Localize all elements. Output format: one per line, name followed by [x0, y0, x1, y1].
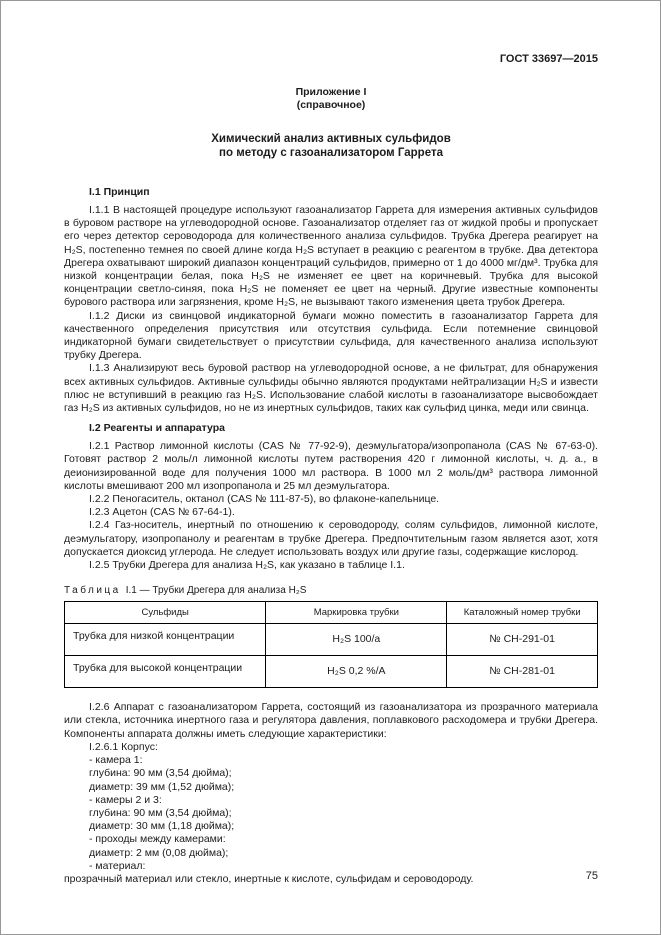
page-number: 75 [585, 870, 598, 882]
column-header-catalog: Каталожный номер трубки [447, 602, 598, 624]
paragraph-i2-2: I.2.2 Пеногаситель, октанол (CAS № 111-87-5), во флаконе-капельнице. [89, 493, 440, 506]
table-caption-text: I.1 — Трубки Дрегера для анализа H₂S [125, 585, 307, 597]
spec-line-chamber1: - камера 1: [89, 754, 143, 767]
spec-line-chambers23: - камеры 2 и 3: [89, 793, 162, 806]
spec-line-corpus: I.2.6.1 Корпус: [89, 740, 158, 753]
cell-marking: H₂S 0,2 %/A [266, 656, 447, 688]
table-row [65, 656, 598, 688]
spec-line-material: - материал: [89, 859, 146, 872]
spec-line-passages: - проходы между камерами: [89, 833, 226, 846]
cell-catalog: № CH-291-01 [447, 624, 598, 656]
paragraph-i1-2: I.1.2 Диски из свинцовой индикаторной бумаги можно поместить в газоанализатор Гаррета для качественного определения присутствия или отсутствия сульфида. Если потемнение свинцовой индикаторной бумаги свидетельствует о присутствии сульфида, для качественного анализа используют трубку Дрегера. [64, 309, 598, 362]
spec-line-diameter3: диаметр: 2 мм (0,08 дюйма); [89, 846, 229, 859]
appendix-line1: Приложение I [295, 86, 367, 98]
table-row [65, 624, 598, 656]
spec-line-diameter2: диаметр: 30 мм (1,18 дюйма); [89, 820, 235, 833]
title-line1: Химический анализ активных сульфидов [211, 133, 451, 145]
table-caption-label: Таблица [64, 585, 121, 597]
paragraph-i2-3: I.2.3 Ацетон (CAS № 67-64-1). [89, 506, 235, 519]
spec-line-diameter1: диаметр: 39 мм (1,52 дюйма); [89, 780, 235, 793]
table-caption [64, 585, 598, 597]
spec-line-depth2: глубина: 90 мм (3,54 дюйма); [89, 806, 232, 819]
appendix-heading [64, 86, 598, 112]
cell-sulfide: Трубка для низкой концентрации [65, 624, 266, 656]
paragraph-i2-4: I.2.4 Газ-носитель, инертный по отношению к сероводороду, солям сульфидов, лимонной кислоте, деэмульгатору, изопропанолу и реагентам в трубке Дрегера. Предпочтительным газом является азот, хотя допускается диоксид углерода. Не следует использовать воздух или другие газы, содержащие кислород. [64, 519, 598, 558]
paragraph-i1-1: I.1.1 В настоящей процедуре используют газоанализатор Гаррета для измерения активных сульфидов в буровом растворе на углеводородной основе. Газоанализатор отделяет газ от жидкой пробы и пропускает его через детектор сероводорода для количественного анализа сульфидов. Трубка Дрегера реагирует на H₂S, постепенно темнея по своей длине когда H₂S вступает в реакцию с реагентом в трубке. Два детектора Дрегера охватывают широкий диапазон концентраций сульфидов, примерно от 1 до 4000 мг/дм³. Трубка для низкой концентрации белая, пока H₂S не изменяет ее цвет на коричневый. Трубка для высокой концентрации светло-синяя, пока H₂S не поменяет ее цвет на черный. Другие известные компоненты бурового раствора или загрязнения, кроме H₂S, не вызывают такого изменения цвета трубок Дрегера. [64, 204, 598, 309]
table-header-row [65, 602, 598, 624]
drager-tubes-table [64, 601, 598, 688]
section-heading-reagents: I.2 Реагенты и аппаратура [89, 422, 225, 435]
appendix-line2: (справочное) [296, 99, 366, 111]
paragraph-i2-1: I.2.1 Раствор лимонной кислоты (CAS № 77-92-9), деэмульгатора/изопропанола (CAS № 67-63-0). Готовят раствор 2 моль/л лимонной кислоты путем растворения 420 г лимонной кислоты, ч. д. а., в деионизированной воде для получения 1000 мл раствора. В 1000 мл 2 моль/дм³ раствора лимонной кислоты вмешивают 200 мл изопропанола и 25 мл деэмульгатора. [64, 440, 598, 492]
doc-number: ГОСТ 33697—2015 [499, 53, 598, 65]
paragraph-i1-3: I.1.3 Анализируют весь буровой раствор на углеводородной основе, а не фильтрат, для обнаружения всех активных сульфидов. Активные сульфиды обычно являются продуктами нейтрализации H₂S и извести плюс не вступивший в реакцию газ H₂S. Использование слабой кислоты в газоанализаторе высвобождает газ H₂S из активных сульфидов, но не из инертных сульфидов, таких как сульфид цинка, меди или свинца. [64, 362, 598, 415]
paragraph-i2-6: I.2.6 Аппарат с газоанализатором Гаррета, состоящий из газоанализатора из прозрачного материала или стекла, источника инертного газа и регулятора давления, поплавкового расходомера и трубки Дрегера. Компоненты аппарата должны иметь следующие характеристики: [64, 701, 598, 740]
spec-line-depth1: глубина: 90 мм (3,54 дюйма); [89, 767, 232, 780]
paragraph-i2-5: I.2.5 Трубки Дрегера для анализа H₂S, как указано в таблице I.1. [89, 559, 405, 572]
cell-sulfide: Трубка для высокой концентрации [65, 656, 266, 688]
section-heading-principle: I.1 Принцип [89, 186, 150, 198]
column-header-sulfides: Сульфиды [65, 602, 266, 624]
page-title [64, 132, 598, 160]
cell-marking: H₂S 100/a [266, 624, 447, 656]
cell-catalog: № CH-281-01 [447, 656, 598, 688]
title-line2: по методу с газоанализатором Гаррета [219, 147, 443, 159]
column-header-marking: Маркировка трубки [266, 602, 447, 624]
spec-line-material-value: прозрачный материал или стекло, инертные к кислоте, сульфидам и сероводороду. [64, 872, 474, 885]
